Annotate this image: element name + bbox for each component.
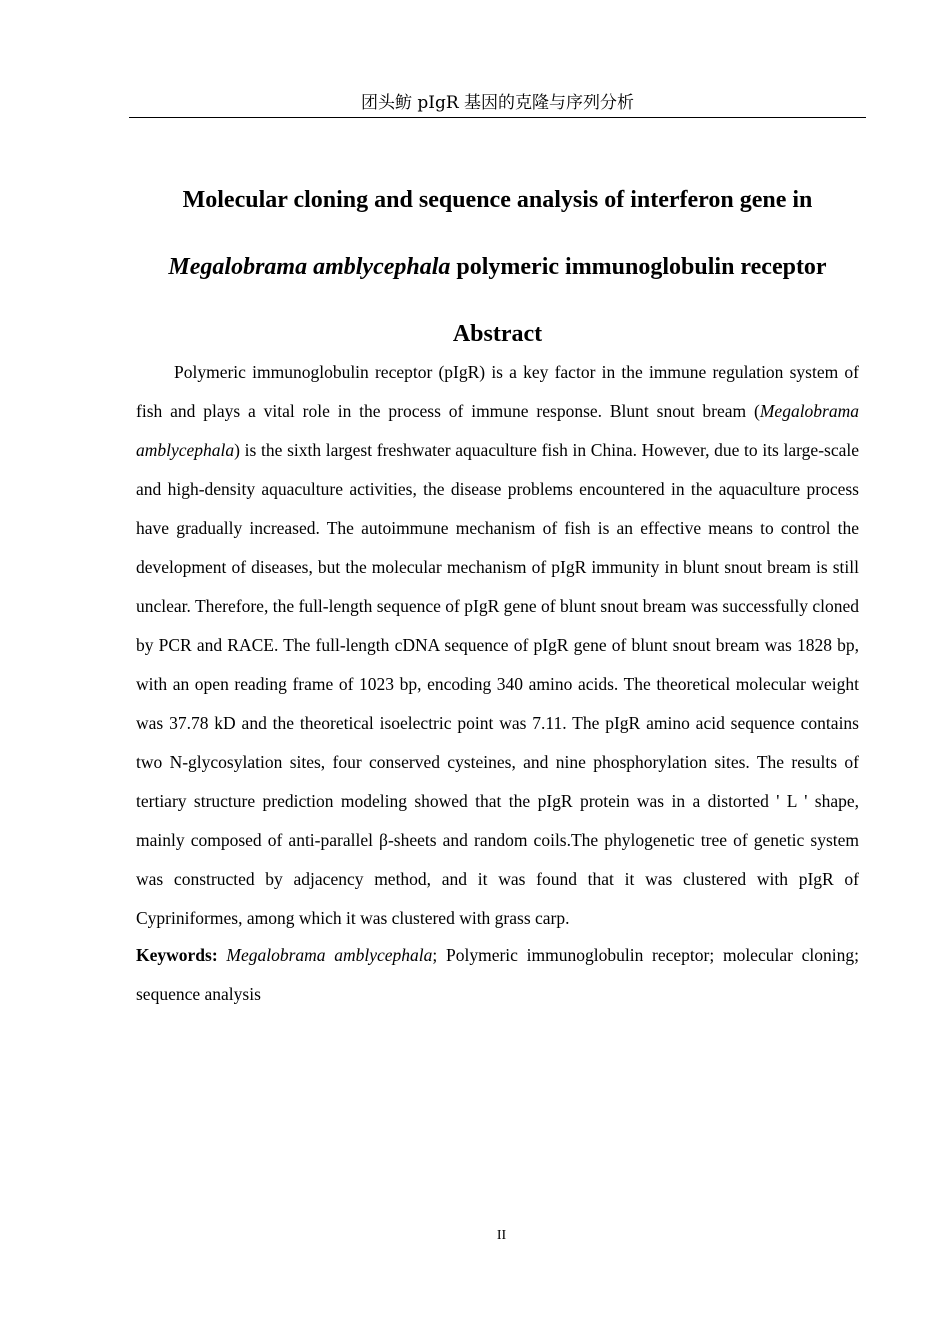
header-rule bbox=[129, 117, 866, 118]
abstract-text-part-1: Polymeric immunoglobulin receptor (pIgR) is a key factor in the immune regulation system of fish and plays a vital role in the process of immune response. Blunt snout bream ( bbox=[136, 362, 859, 421]
paper-title-line-2 bbox=[120, 252, 875, 282]
keywords-species: Megalobrama amblycephala bbox=[217, 945, 433, 965]
abstract-species-name: Megalobrama amblycephala bbox=[136, 401, 859, 460]
keywords-list: ; Polymeric immunoglobulin receptor; molecular cloning; sequence analysis bbox=[136, 945, 859, 1004]
title-line-2-rest: polymeric immunoglobulin receptor bbox=[450, 254, 827, 280]
abstract-paragraph bbox=[136, 353, 859, 938]
keywords-label: Keywords: bbox=[136, 945, 218, 965]
abstract-text-part-2: ) is the sixth largest freshwater aquaculture fish in China. However, due to its large-scale and high-density aquaculture activities, the disease problems encountered in the aquaculture process have gradually increased. The autoimmune mechanism of fish is an effective means to control the development of diseases, but the molecular mechanism of pIgR immunity in blunt snout bream is still unclear. Therefore, the full-length sequence of pIgR gene of blunt snout bream was successfully cloned by PCR and RACE. The full-length cDNA sequence of pIgR gene of blunt snout bream was 1828 bp, with an open reading frame of 1023 bp, encoding 340 amino acids. The theoretical molecular weight was 37.78 kD and the theoretical isoelectric point was 7.11. The pIgR amino acid sequence contains two N-glycosylation sites, four conserved cysteines, and nine phosphorylation sites. The results of tertiary structure prediction modeling showed that the pIgR protein was in a distorted ' L ' shape, mainly composed of anti-parallel β-sheets and random coils.The phylogenetic tree of genetic system was constructed by adjacency method, and it was found that it was clustered with pIgR of Cypriniformes, among which it was clustered with grass carp. bbox=[136, 440, 859, 928]
abstract-heading: Abstract bbox=[452, 321, 543, 347]
title-species-name: Megalobrama amblycephala bbox=[168, 254, 451, 280]
running-header: 团头鲂 pIgR 基因的克隆与序列分析 bbox=[360, 93, 635, 113]
keywords-paragraph bbox=[136, 936, 859, 1014]
paper-title-line-1: Molecular cloning and sequence analysis of interferon gene in bbox=[182, 187, 813, 213]
page-number: II bbox=[496, 1228, 507, 1243]
abstract-body bbox=[136, 353, 859, 1014]
